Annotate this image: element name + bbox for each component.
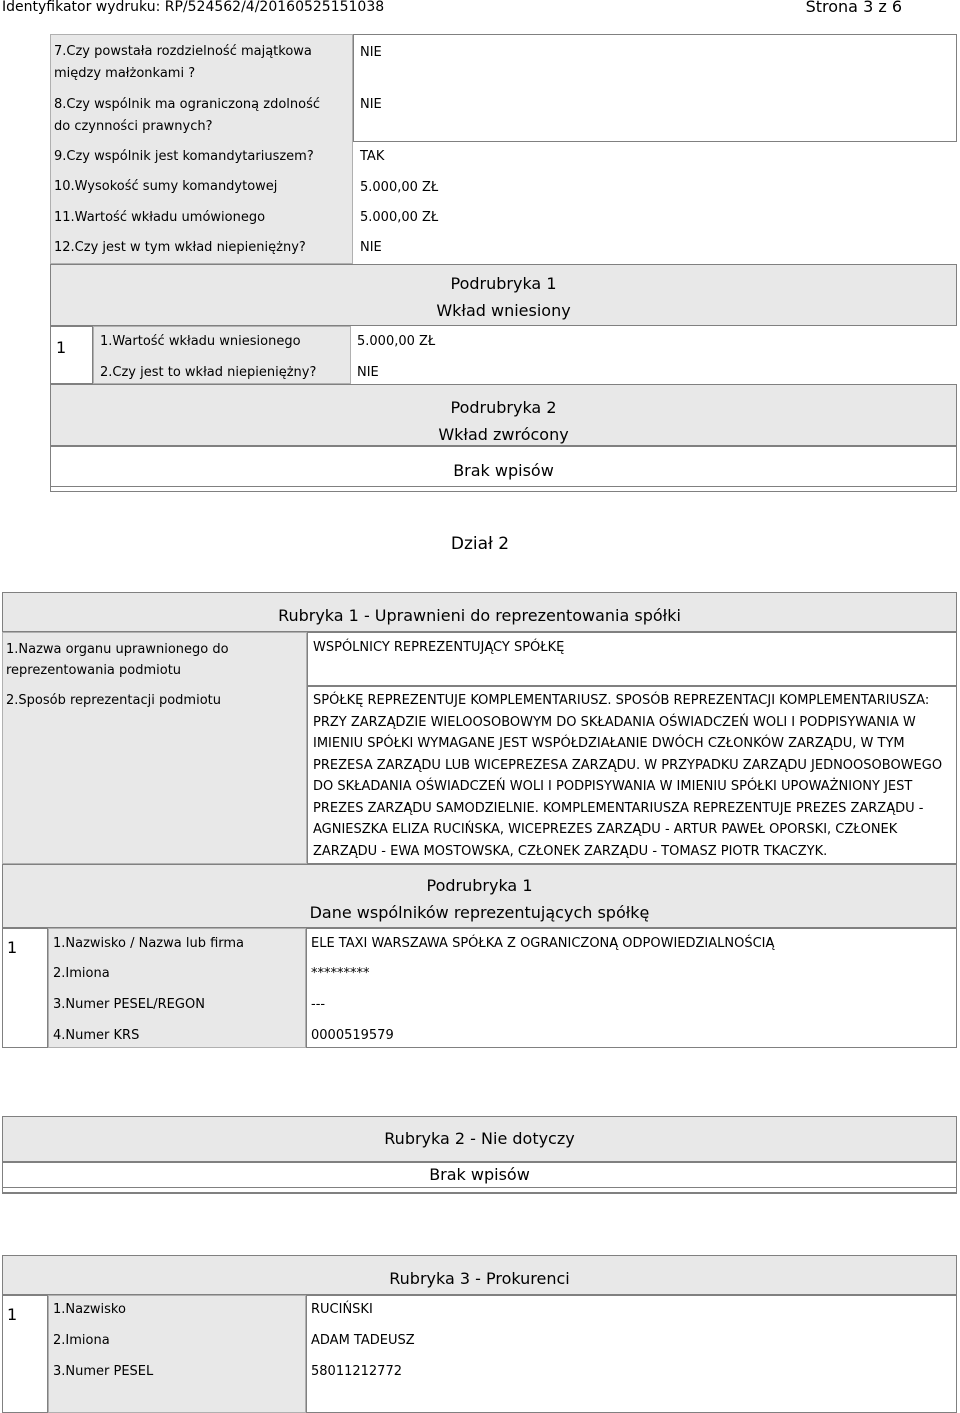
- row-value: 5.000,00 ZŁ: [360, 180, 439, 195]
- row-value: ELE TAXI WARSZAWA SPÓŁKA Z OGRANICZONĄ ODPOWIEDZIALNOŚCIĄ: [311, 936, 775, 951]
- empty-notice: Brak wpisów: [453, 461, 554, 480]
- row-label: 2.Imiona: [53, 1333, 110, 1348]
- entry-index: 1: [7, 938, 18, 957]
- row-value: *********: [311, 966, 370, 981]
- section-heading: Dział 2: [450, 534, 510, 554]
- subsection-title: Podrubryka 1: [426, 876, 533, 895]
- section-end-rule: [2, 1187, 957, 1193]
- rubric-title: Rubryka 3 - Prokurenci: [389, 1269, 570, 1288]
- rubric-title: Rubryka 2 - Nie dotyczy: [384, 1129, 575, 1148]
- row-label: 2.Imiona: [53, 966, 110, 981]
- row-value: WSPÓLNICY REPREZENTUJĄCY SPÓŁKĘ: [313, 640, 565, 655]
- row-value: TAK: [360, 149, 385, 164]
- row-value: NIE: [360, 45, 382, 60]
- print-identifier: Identyfikator wydruku: RP/524562/4/20160525151038: [2, 0, 385, 15]
- row-label: 2.Sposób reprezentacji podmiotu: [6, 693, 221, 708]
- row-label: 3.Numer PESEL: [53, 1364, 154, 1379]
- row-label: 1.Wartość wkładu wniesionego: [100, 334, 301, 349]
- rubric-title: Rubryka 1 - Uprawnieni do reprezentowania spółki: [278, 606, 681, 625]
- row-label: 9.Czy wspólnik jest komandytariuszem?: [54, 149, 314, 164]
- row-label: 10.Wysokość sumy komandytowej: [54, 179, 278, 194]
- row-value: ADAM TADEUSZ: [311, 1333, 415, 1348]
- subsection-subtitle: Wkład wniesiony: [436, 301, 571, 320]
- row-label: 4.Numer KRS: [53, 1028, 140, 1043]
- subsection-title: Podrubryka 1: [450, 274, 557, 293]
- row-value: SPÓŁKĘ REPREZENTUJE KOMPLEMENTARIUSZ. SPOSÓB REPREZENTACJI KOMPLEMENTARIUSZA: PRZY ZARZĄDZIE WIELOOSOBOWYM DO SKŁADANIA OŚWIADCZEŃ WOLI I PODPISYWANIA W IMIENIU SPÓŁKI WYMAGANE JEST WSPÓŁDZIAŁANIE DWÓCH CZŁONKÓW ZARZĄDU, W TYM PREZESA ZARZĄDU LUB WICEPREZESA ZARZĄDU. W PRZYPADKU ZARZĄDU JEDNOOSOBOWEGO DO SKŁADANIA OŚWIADCZEŃ WOLI I PODPISYWANIA W IMIENIU SPÓŁKI UPOWAŻNIONY JEST PREZES ZARZĄDU SAMODZIELNIE. KOMPLEMENTARIUSZA REPREZENTUJE PREZES ZARZĄDU - AGNIESZKA ELIZA RUCIŃSKA, WICEPREZES ZARZĄDU - ARTUR PAWEŁ OPORSKI, CZŁONEK ZARZĄDU - EWA MOSTOWSKA, CZŁONEK ZARZĄDU - TOMASZ PIOTR TKACZYK.: [313, 693, 943, 859]
- row-value: 0000519579: [311, 1028, 394, 1043]
- row-label: 1.Nazwisko: [53, 1302, 126, 1317]
- row-label: 11.Wartość wkładu umówionego: [54, 210, 266, 225]
- value-cell: [306, 1295, 957, 1413]
- entry-index: 1: [56, 338, 67, 357]
- subsection-subtitle: Dane wspólników reprezentujących spółkę: [309, 903, 650, 922]
- row-value: 58011212772: [311, 1364, 402, 1379]
- page-number: Strona 3 z 6: [805, 0, 902, 16]
- row-label: 7.Czy powstała rozdzielność majątkowa między małżonkami ?: [54, 44, 312, 81]
- row-value: ---: [311, 997, 326, 1012]
- row-value: NIE: [360, 97, 382, 112]
- row-label: 1.Nazwa organu uprawnionego do reprezentowania podmiotu: [6, 642, 229, 678]
- row-label: 2.Czy jest to wkład niepieniężny?: [100, 365, 317, 380]
- row-value: NIE: [357, 365, 379, 380]
- row-label: 3.Numer PESEL/REGON: [53, 997, 205, 1012]
- row-value: 5.000,00 ZŁ: [357, 334, 436, 349]
- row-label: 12.Czy jest w tym wkład niepieniężny?: [54, 240, 306, 255]
- row-value: NIE: [360, 240, 382, 255]
- row-value: RUCIŃSKI: [311, 1302, 373, 1317]
- value-column: [353, 34, 957, 142]
- subsection-subtitle: Wkład zwrócony: [438, 425, 569, 444]
- row-label: 8.Czy wspólnik ma ograniczoną zdolność do czynności prawnych?: [54, 97, 321, 134]
- subsection-title: Podrubryka 2: [450, 398, 557, 417]
- empty-notice: Brak wpisów: [429, 1165, 530, 1184]
- row-label: 1.Nazwisko / Nazwa lub firma: [53, 936, 245, 951]
- row-value: 5.000,00 ZŁ: [360, 210, 439, 225]
- section-end-rule: [50, 486, 957, 492]
- entry-index: 1: [7, 1305, 18, 1324]
